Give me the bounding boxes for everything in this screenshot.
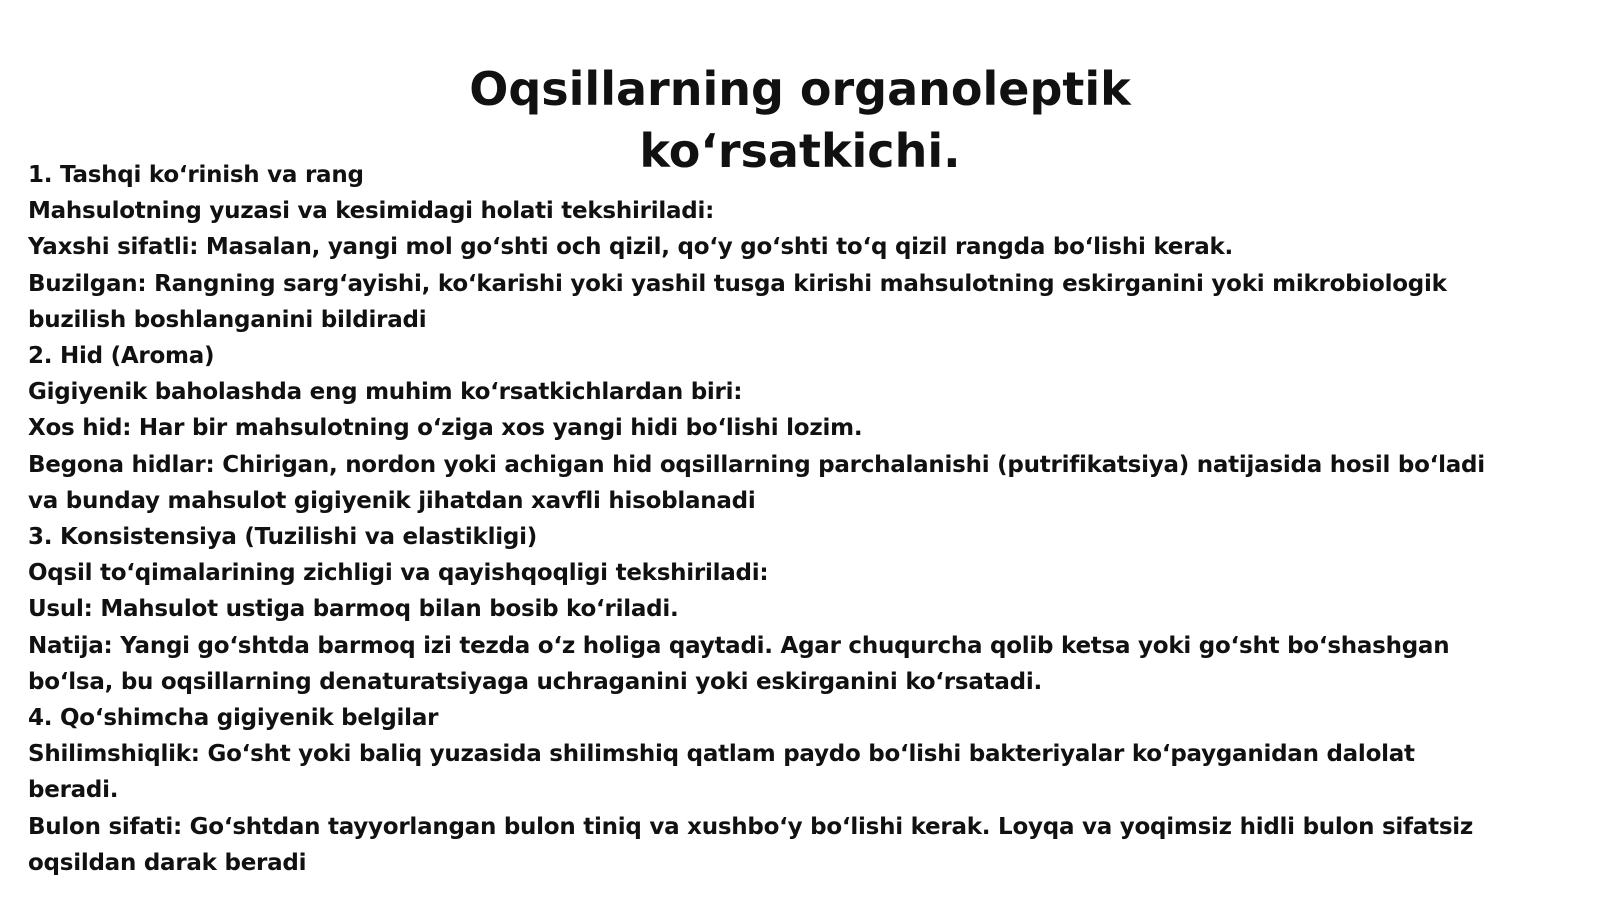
text-line: Oqsil to‘qimalarining zichligi va qayishqoqligi tekshiriladi:: [28, 560, 769, 587]
text-line: buzilish boshlanganini bildiradi: [28, 306, 427, 333]
text-line: 2. Hid (Aroma): [28, 343, 215, 370]
text-line: beradi.: [28, 777, 119, 804]
text-line: 4. Qo‘shimcha gigiyenik belgilar: [28, 705, 439, 732]
slide-body-text: [28, 157, 1528, 881]
text-line: Natija: Yangi go‘shtda barmoq izi tezda o‘z holiga qaytadi. Agar chuqurcha qolib ketsa yoki go‘sht bo‘shashgan: [28, 632, 1450, 659]
text-line: 3. Konsistensiya (Tuzilishi va elastikligi): [28, 524, 537, 551]
text-line: 1. Tashqi ko‘rinish va rang: [28, 162, 364, 188]
text-line: Buzilgan: Rangning sarg‘ayishi, ko‘karishi yoki yashil tusga kirishi mahsulotning eskirganini yoki mikrobiologik: [28, 270, 1447, 297]
slide-title-line-2: ko‘rsatkichi.: [639, 124, 961, 178]
text-line: bo‘lsa, bu oqsillarning denaturatsiyaga uchraganini yoki eskirganini ko‘rsatadi.: [28, 668, 1042, 695]
text-line: Gigiyenik baholashda eng muhim ko‘rsatkichlardan biri:: [28, 379, 743, 406]
text-line: oqsildan darak beradi: [28, 849, 307, 876]
text-line: Xos hid: Har bir mahsulotning o‘ziga xos yangi hidi bo‘lishi lozim.: [28, 415, 863, 442]
text-line: Mahsulotning yuzasi va kesimidagi holati tekshiriladi:: [28, 198, 715, 225]
text-line: Shilimshiqlik: Go‘sht yoki baliq yuzasida shilimshiq qatlam paydo bo‘lishi bakteriyalar ko‘payganidan dalolat: [28, 741, 1415, 768]
text-line: Begona hidlar: Chirigan, nordon yoki achigan hid oqsillarning parchalanishi (putrifikatsiya) natijasida hosil bo‘ladi: [28, 451, 1485, 478]
slide-title-line-1: Oqsillarning organoleptik: [469, 62, 1131, 116]
text-line: Usul: Mahsulot ustiga barmoq bilan bosib ko‘riladi.: [28, 596, 679, 623]
text-line: Yaxshi sifatli: Masalan, yangi mol go‘shti och qizil, qo‘y go‘shti to‘q qizil rangda bo‘lishi kerak.: [28, 234, 1234, 261]
text-line: va bunday mahsulot gigiyenik jihatdan xavfli hisoblanadi: [28, 487, 756, 514]
text-line: Bulon sifati: Go‘shtdan tayyorlangan bulon tiniq va xushbo‘y bo‘lishi kerak. Loyqa va yoqimsiz hidli bulon sifatsiz: [28, 813, 1474, 840]
